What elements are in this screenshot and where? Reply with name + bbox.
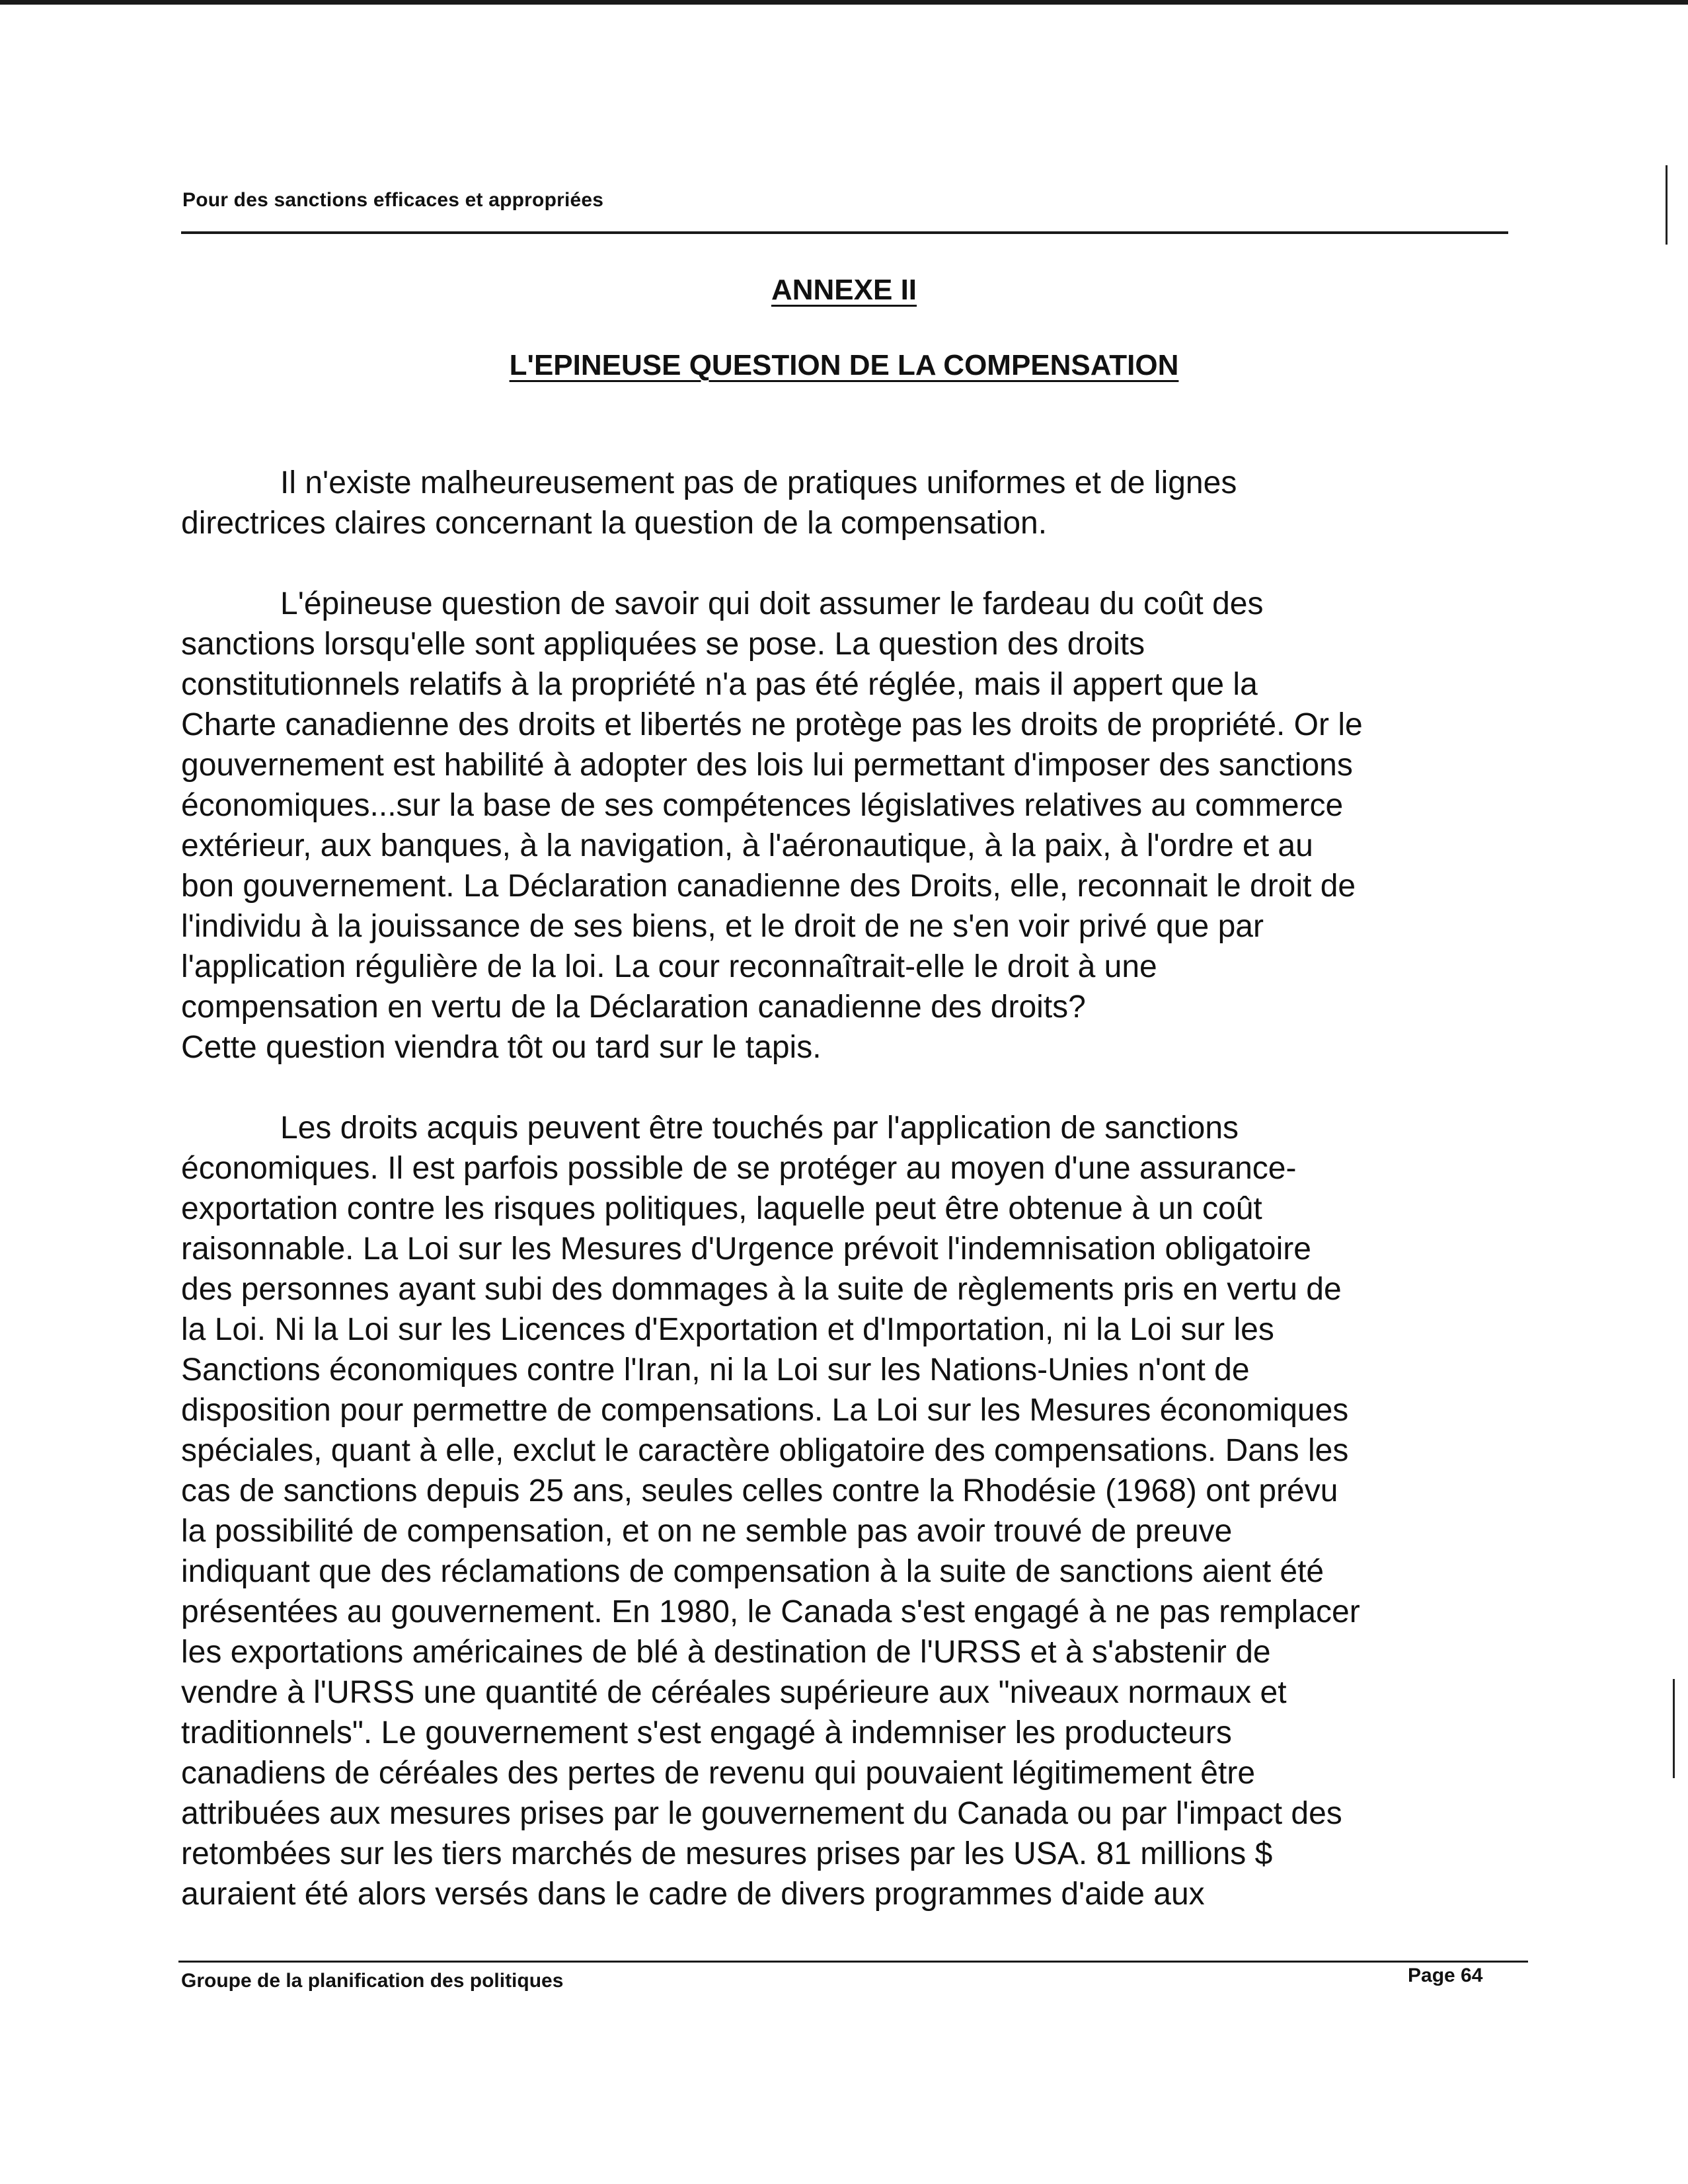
- text-line: vendre à l'URSS une quantité de céréales supérieure aux "niveaux normaux et: [181, 1675, 1287, 1710]
- text-line: raisonnable. La Loi sur les Mesures d'Urgence prévoit l'indemnisation obligatoire: [181, 1231, 1311, 1267]
- text-line: la Loi. Ni la Loi sur les Licences d'Exportation et d'Importation, ni la Loi sur les: [181, 1312, 1274, 1347]
- text-line: Cette question viendra tôt ou tard sur le tapis.: [181, 1030, 822, 1065]
- text-line: présentées au gouvernement. En 1980, le Canada s'est engagé à ne pas remplacer: [181, 1594, 1360, 1629]
- footer-rule: [178, 1961, 1528, 1963]
- paragraph: [181, 584, 1510, 1068]
- text-line: disposition pour permettre de compensations. La Loi sur les Mesures économiques: [181, 1393, 1349, 1428]
- scan-margin-mark: [1666, 165, 1668, 245]
- text-line: canadiens de céréales des pertes de revenu qui pouvaient légitimement être: [181, 1756, 1256, 1791]
- paragraph: [181, 1108, 1510, 1914]
- header-rule: [181, 231, 1508, 234]
- text-line: la possibilité de compensation, et on ne semble pas avoir trouvé de preuve: [181, 1514, 1233, 1549]
- text-line: sanctions lorsqu'elle sont appliquées se pose. La question des droits: [181, 627, 1145, 662]
- text-line: retombées sur les tiers marchés de mesures prises par les USA. 81 millions $: [181, 1836, 1273, 1871]
- text-line: auraient été alors versés dans le cadre de divers programmes d'aide aux: [181, 1877, 1205, 1912]
- text-line: Les droits acquis peuvent être touchés par l'application de sanctions: [280, 1111, 1239, 1146]
- scan-top-edge: [0, 0, 1688, 5]
- text-line: l'application régulière de la loi. La cour reconnaîtrait-elle le droit à une: [181, 949, 1157, 984]
- text-line: extérieur, aux banques, à la navigation, à l'aéronautique, à la paix, à l'ordre et au: [181, 828, 1313, 863]
- text-line: indiquant que des réclamations de compensation à la suite de sanctions aient été: [181, 1554, 1324, 1589]
- scan-margin-mark: [1673, 1679, 1675, 1778]
- text-line: Sanctions économiques contre l'Iran, ni la Loi sur les Nations-Unies n'ont de: [181, 1352, 1250, 1387]
- page-number: Page 64: [1408, 1965, 1483, 1986]
- text-line: attribuées aux mesures prises par le gouvernement du Canada ou par l'impact des: [181, 1796, 1342, 1831]
- text-line: cas de sanctions depuis 25 ans, seules celles contre la Rhodésie (1968) ont prévu: [181, 1473, 1338, 1508]
- running-header: Pour des sanctions efficaces et appropriées: [182, 189, 604, 211]
- text-line: spéciales, quant à elle, exclut le caractère obligatoire des compensations. Dans les: [181, 1433, 1349, 1468]
- text-line: Il n'existe malheureusement pas de pratiques uniformes et de lignes: [280, 465, 1237, 500]
- text-line: des personnes ayant subi des dommages à la suite de règlements pris en vertu de: [181, 1272, 1342, 1307]
- text-line: bon gouvernement. La Déclaration canadienne des Droits, elle, reconnait le droit de: [181, 869, 1356, 904]
- text-line: économiques. Il est parfois possible de se protéger au moyen d'une assurance-: [181, 1151, 1297, 1186]
- text-line: constitutionnels relatifs à la propriété n'a pas été réglée, mais il appert que la: [181, 667, 1258, 702]
- annex-title: ANNEXE II: [771, 274, 917, 306]
- paragraph: [181, 463, 1510, 543]
- text-line: L'épineuse question de savoir qui doit assumer le fardeau du coût des: [280, 586, 1264, 621]
- text-line: compensation en vertu de la Déclaration canadienne des droits?: [181, 990, 1086, 1025]
- text-line: l'individu à la jouissance de ses biens, et le droit de ne s'en voir privé que par: [181, 909, 1264, 944]
- body-text: [181, 463, 1510, 1955]
- footer-organization: Groupe de la planification des politiques: [181, 1970, 564, 1992]
- text-line: directrices claires concernant la question de la compensation.: [181, 506, 1048, 541]
- text-line: économiques...sur la base de ses compétences législatives relatives au commerce: [181, 788, 1344, 823]
- text-line: exportation contre les risques politiques, laquelle peut être obtenue à un coût: [181, 1191, 1262, 1226]
- text-line: gouvernement est habilité à adopter des lois lui permettant d'imposer des sanctions: [181, 748, 1353, 783]
- annex-subtitle: L'EPINEUSE QUESTION DE LA COMPENSATION: [509, 349, 1179, 381]
- text-line: traditionnels". Le gouvernement s'est engagé à indemniser les producteurs: [181, 1715, 1232, 1750]
- text-line: les exportations américaines de blé à destination de l'URSS et à s'abstenir de: [181, 1635, 1271, 1670]
- text-line: Charte canadienne des droits et libertés ne protège pas les droits de propriété. Or le: [181, 707, 1363, 742]
